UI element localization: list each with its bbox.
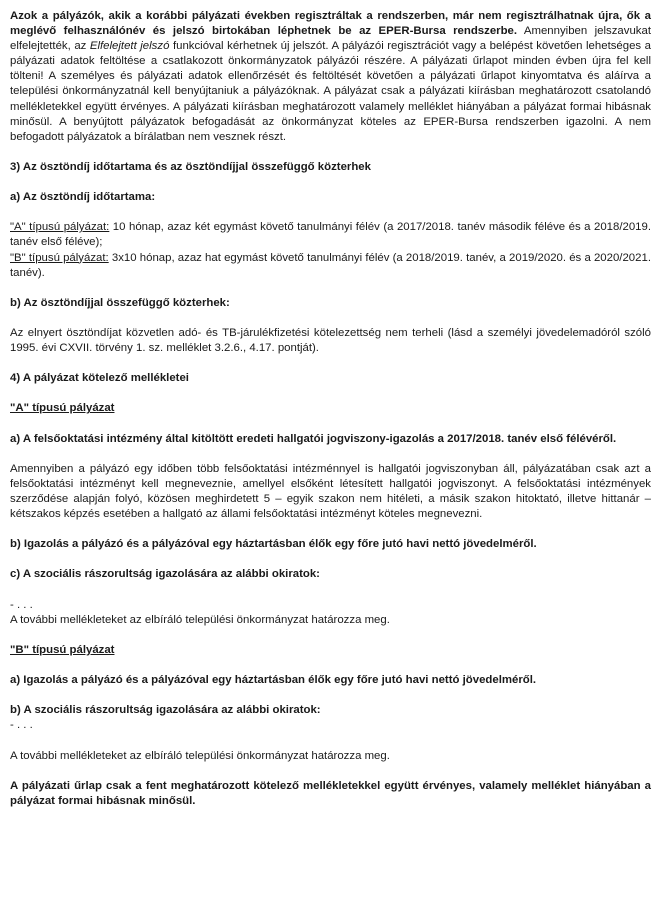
type-a-duration-line [10,220,651,250]
type-b-duration-line [10,251,651,281]
section-3-heading: 3) Az ösztöndíj időtartama és az ösztöndíjjal összefüggő közterhek [10,160,371,173]
intro-text-after-bold: Amennyiben jelszavukat elfelejtették, az [10,25,651,53]
section-3b-heading: b) Az ösztöndíjjal összefüggő közterhek: [10,296,230,309]
type-a-item-b: b) Igazolás a pályázó és a pályázóval egy háztartásban élők egy főre jutó havi nettó jövedelméről. [10,538,537,551]
closing-paragraph: A pályázati űrlap csak a fent meghatározott kötelező mellékletekkel együtt érvényes, valamely melléklet hiányában a pályázat formai hibásnak minősül. [10,779,651,807]
type-a-item-c: c) A szociális rászorultság igazolására az alábbi okiratok: [10,568,320,581]
intro-paragraph [10,9,651,145]
intro-text-rest: funkcióval kérhetnek új jelszót. A pályázói regisztrációt vagy a belépést követően lehetséges a pályázati adatok feltöltése a csatlakozott önkormányzatok pályázói részére. A pályázati űrlapot minden évben újra fel kell tölteni! A személyes és pályázati adatok ellenőrzését és feltöltését követően a pályázati űrlapot kinyomtatva és aláírva a települési önkormányzatnál kell benyújtaniuk a pályázóknak. A pályázat csak a pályázati kiírásban meghatározott csatolandó mellékletekkel együtt érvényes. A pályázati kiírásban meghatározott valamely melléklet hiányában a pályázat formai hibásnak minősül. A benyújtott pályázatok befogadását az önkormányzat köteles az EPER-Bursa rendszerben igazolni. A nem befogadott pályázatok a bírálatban nem vesznek részt. [10,40,651,143]
type-a-item-a: a) A felsőoktatási intézmény által kitöltött eredeti hallgatói jogviszony-igazolás a 2017/2018. tanév első félévéről. [10,432,617,445]
type-a-title: "A" típusú pályázat [10,402,115,415]
type-a-duration-text: 10 hónap, azaz két egymást követő tanulmányi félév (a 2017/2018. tanév második féléve és a 2018/2019. tanév első féléve); [10,221,651,249]
type-b-further-attachments: A további mellékleteket az elbíráló települési önkormányzat határozza meg. [10,749,390,762]
type-b-placeholder-dots: - . . . [10,719,33,732]
type-b-duration-label: "B" típusú pályázat: [10,251,109,264]
type-b-title: "B" típusú pályázat [10,643,115,656]
section-3a-heading: a) Az ösztöndíj időtartama: [10,191,156,204]
charges-paragraph: Az elnyert ösztöndíjat közvetlen adó- és TB-járulékfizetési kötelezettség nem terheli (lásd a személyi jövedelemadóról szóló 1995. évi CXVII. törvény 1. sz. melléklet 3.2.6., 4.17. pontját). [10,326,651,355]
type-a-note-paragraph: Amennyiben a pályázó egy időben több felsőoktatási intézménnyel is hallgatói jogviszonyban áll, pályázatában csak azt a felsőoktatási intézményt kell megneveznie, amellyel elsőként létesített hallgatói jogviszonyt. A felsőoktatási intézmények szerződése alapján folyó, közösen meghirdetett 5 – egyik szakon nem hitéleti, a másik szakon hitoktató, illetve hittanár – kétszakos képzés esetében a hallgató az állami felsőoktatási intézményt köteles megnevezni. [10,462,651,521]
type-b-duration-text: 3x10 hónap, azaz hat egymást követő tanulmányi félév (a 2018/2019. tanév, a 2019/2020. és a 2020/2021. tanév). [10,251,651,279]
type-a-further-attachments: A további mellékleteket az elbíráló települési önkormányzat határozza meg. [10,613,390,626]
forgot-password-term: Elfelejtett jelszó [89,40,170,53]
section-4-heading: 4) A pályázat kötelező mellékletei [10,372,189,385]
type-a-placeholder-dots: - . . . [10,598,33,611]
type-b-item-a: a) Igazolás a pályázó és a pályázóval egy háztartásban élők egy főre jutó havi nettó jövedelméről. [10,674,537,687]
intro-bold-text: Azok a pályázók, akik a korábbi pályázati években regisztráltak a rendszerben, már nem regisztrálhatnak újra, ők a meglévő felhasználónév és jelszó birtokában léphetnek be az EPER-Bursa rendszerbe. [10,10,651,38]
type-a-duration-label: "A" típusú pályázat: [10,221,110,234]
type-b-item-b: b) A szociális rászorultság igazolására az alábbi okiratok: [10,704,321,717]
